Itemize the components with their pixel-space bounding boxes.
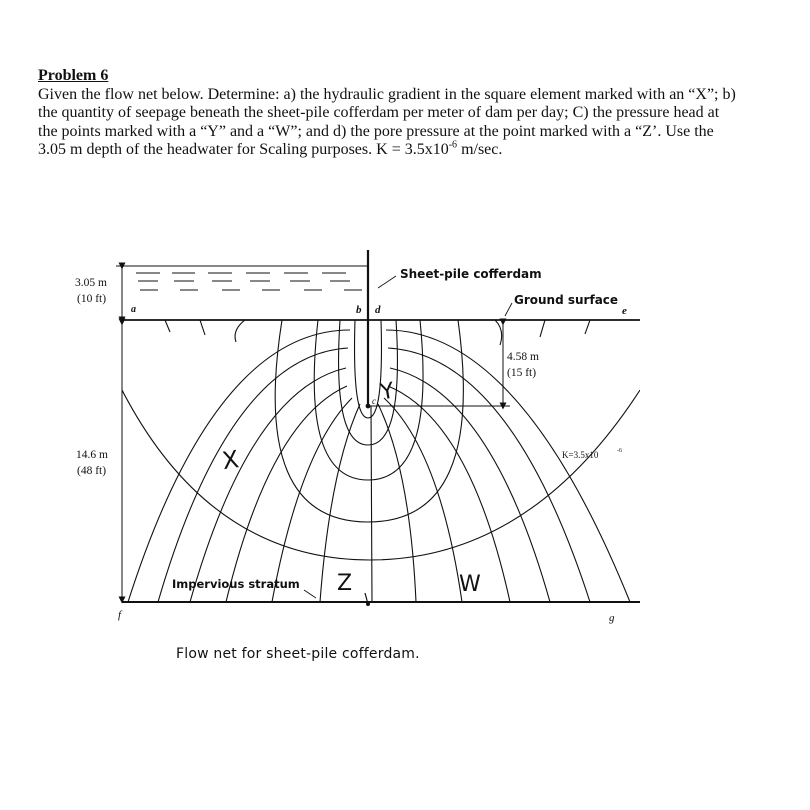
ground-leader [505,303,512,316]
point-a: a [131,304,136,315]
impervious-leader [304,590,316,598]
headwater-ft-label: (10 ft) [77,293,107,305]
z-point-dot [366,602,370,606]
point-e: e [622,305,627,317]
cofferdam-label: Sheet-pile cofferdam [400,267,542,281]
k-exponent: -6 [617,448,622,454]
point-d: d [375,304,381,316]
sheet-pile-tip [366,404,371,409]
point-f: f [118,609,122,621]
problem-body-text: Given the flow net below. Determine: a) the hydraulic gradient in the square element marked with an “X”; b) the quantity of seepage beneath the sheet-pile cofferdam per meter of dam per day; C) the pressure head at the points marked with a “Y” and a “W”; and d) the pore pressure at the point marked with a “Z’. Use the 3.05 m depth of the headwater for Scaling purposes. K = 3.5x10 [38,85,736,159]
problem-title: Problem 6 [38,67,109,84]
ground-surface-label: Ground surface [514,293,619,307]
mark-y: Y [378,378,397,406]
impervious-label: Impervious stratum [172,577,300,591]
flow-lines [122,320,640,560]
figure-caption: Flow net for sheet-pile cofferdam. [176,646,420,662]
pile-depth-m-label: 4.58 m [507,351,539,363]
problem-body-exponent: -6 [448,140,458,152]
k-label: K=3.5x10 [562,450,599,460]
point-b: b [356,304,362,316]
cofferdam-leader [378,276,396,288]
point-g: g [609,612,615,624]
depth-m-label: 14.6 m [76,449,108,461]
flow-net [122,320,640,602]
mark-x: X [220,445,241,476]
point-c: c [372,396,376,406]
pile-depth-ft-label: (15 ft) [507,367,537,379]
mark-z: Z [337,571,353,596]
headwater-surface [123,266,368,290]
depth-ft-label: (48 ft) [77,465,107,477]
headwater-m-label: 3.05 m [75,277,107,289]
headwater-dimension [116,266,130,320]
problem-body-units: m/sec. [457,141,503,159]
short-ticks [165,320,590,337]
mark-w: W [459,572,481,597]
